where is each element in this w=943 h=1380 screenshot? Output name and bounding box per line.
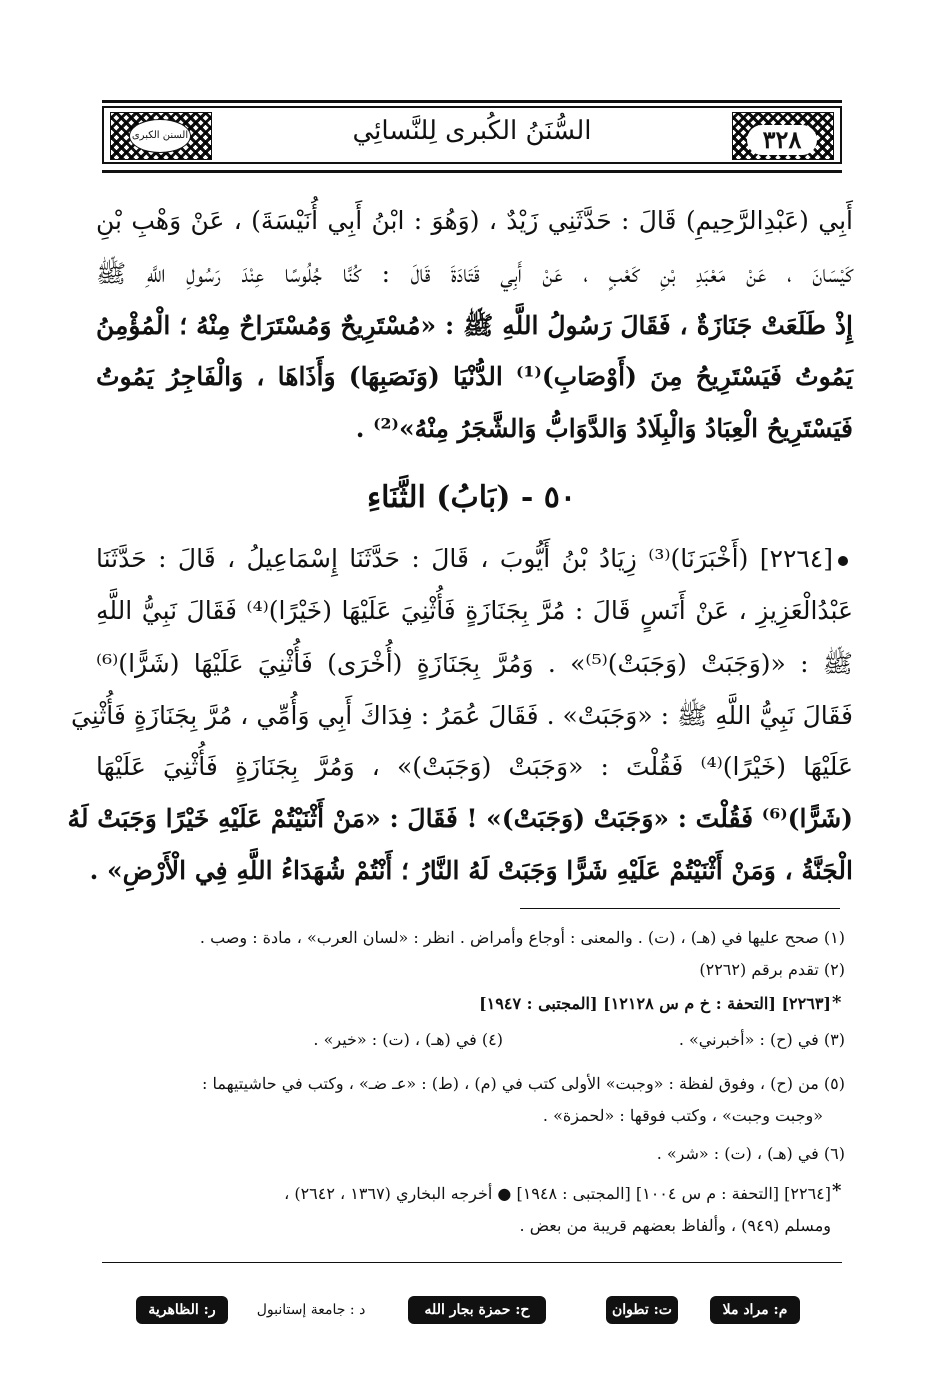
manuscript-tag: د : جامعة إستانبول	[256, 1302, 366, 1318]
footnote: ومسلم (٩٤٩) ، وألفاظ بعضهم قريبة من بعض .	[519, 1216, 831, 1235]
ornament-right	[732, 112, 834, 160]
asterisk-icon: *	[832, 992, 842, 1013]
text-line: كَيْسَانَ ، عَنْ مَعْبَدِ بْنِ كَعْبٍ ، عَنْ أَبِي قَتَادَةَ قَالَ : كُنَّا جُلُوسًا عِنْدَ رَسُولِ اللَّهِ ﷺ	[96, 259, 853, 288]
bullet-icon	[838, 556, 848, 566]
footnote: «وجبت وجبت» ، وكتب فوقها : «لحمزة» .	[542, 1106, 823, 1125]
manuscript-tag: ر: الظاهرية	[136, 1296, 228, 1324]
footnote: (٣) في (ح) : «أخبرني» .	[678, 1030, 845, 1049]
header-rule-bottom	[102, 170, 842, 173]
text-line: [٢٢٦٤] (أَخْبَرَنَا)⁽³⁾ زِيَادُ بْنُ أَيُّوبَ ، قَالَ : حَدَّثَنَا إِسْمَاعِيلُ ، قَالَ : حَدَّثَنَا	[96, 544, 833, 573]
text-line: الْجَنَّةُ ، وَمَنْ أَثْنَيْتُمْ عَلَيْهِ شَرًّا وَجَبَتْ لَهُ النَّارُ ؛ أَنْتُمْ شُهَدَاءُ اللَّهِ فِي الْأَرْضِ» .	[89, 856, 853, 885]
text-line: فَقَالَ نَبِيُّ اللَّهِ ﷺ : «وَجَبَتْ» . فَقَالَ عُمَرُ : فِدَاكَ أَبِي وَأُمِّي ، مُرَّ بِجَنَازَةٍ فَأُثْنِيَ	[70, 701, 853, 730]
running-title: السُّنَنُ الكُبرى لِلنَّسائِي	[352, 116, 592, 146]
text-line: عَلَيْهَا (خَيْرًا)⁽⁴⁾ فَقُلْتَ : «وَجَبَتْ (وَجَبَتْ)» ، وَمُرَّ بِجَنَازَةٍ فَأُثْنِيَ عَلَيْهَا	[96, 752, 853, 781]
footnote: (١) صحح عليها في (هـ) ، (ت) . والمعنى : أوجاع وأمراض . انظر : «لسان العرب» ، مادة : وصب .	[199, 928, 845, 947]
footnote: (٢) تقدم برقم (٢٢٦٢)	[699, 960, 845, 979]
footnote: (٥) من (ح) ، وفوق لفظة : «وجبت» الأولى كتب في (م) ، (ط) : «عـ ضـ» ، وكتب في حاشيتيهما :	[201, 1074, 845, 1093]
text-line: عَبْدُالْعَزِيزِ ، عَنْ أَنَسٍ قَالَ : مُرَّ بِجَنَازَةٍ فَأُثْنِيَ عَلَيْهَا (خَيْرًا)⁽⁴⁾ فَقَالَ نَبِيُّ اللَّهِ	[96, 596, 853, 625]
text-line: يَمُوتُ فَيَسْتَرِيحُ مِنَ (أَوْصَابِ)⁽¹⁾ الدُّنْيَا (وَنَصَبِهَا) وَأَذَاهَا ، وَالْفَاجِرُ يَمُوتُ	[96, 362, 853, 391]
text-line: ﷺ : «(وَجَبَتْ (وَجَبَتْ)⁽⁵⁾» . وَمُرَّ بِجَنَازَةٍ (أُخْرَى) فَأُثْنِيَ عَلَيْهَا (شَرًّا)⁽⁶⁾	[96, 649, 853, 678]
chapter-heading: ٥٠ - (بَابُ) الثَّنَاءِ	[367, 480, 576, 515]
text-line: أَبِي (عَبْدِالرَّحِيمِ) قَالَ : حَدَّثَنِي زَيْدٌ ، (وَهُوَ : ابْنُ أَبِي أُنَيْسَةَ) ، عَنْ وَهْبِ بْنِ	[96, 206, 853, 235]
ornament-left	[110, 112, 212, 160]
footnote: (٦) في (هـ) ، (ت) : «شر» .	[656, 1144, 845, 1163]
manuscript-tag: ح: حمزة بجار الله	[408, 1296, 546, 1324]
asterisk-icon: *	[832, 1180, 842, 1201]
footnote: [٢٢٦٤] [التحفة : م س ١٠٠٤] [المجتبى : ١٩٤٨] ● أخرجه البخاري (١٣٦٧ ، ٢٦٤٢) ،	[284, 1184, 831, 1203]
text-line: فَيَسْتَرِيحُ الْعِبَادُ وَالْبِلَادُ وَالدَّوَابُّ وَالشَّجَرُ مِنْهُ»⁽²⁾ .	[355, 414, 853, 443]
manuscript-tag: ت: تطوان	[606, 1296, 678, 1324]
page-number: ٣٢٨	[747, 125, 817, 155]
manuscript-tag: م: مراد ملا	[710, 1296, 800, 1324]
ornament-label: السنن الكبرى	[129, 119, 191, 153]
footnote: (٤) في (هـ) ، (ت) : «خير» .	[313, 1030, 503, 1049]
text-line: (شَرًّا)⁽⁶⁾ فَقُلْتَ : «وَجَبَتْ (وَجَبَتْ)» ! فَقَالَ : «مَنْ أَثْنَيْتُمْ عَلَيْهِ خَيْرًا وَجَبَتْ لَهُ	[67, 804, 853, 833]
bottom-rule	[102, 1262, 842, 1263]
footnote: [٢٢٦٣] [التحفة : خ م س ١٢١٢٨] [المجتبى : ١٩٤٧]	[479, 994, 831, 1013]
text-line: إِذْ طَلَعَتْ جَنَازَةٌ ، فَقَالَ رَسُولُ اللَّهِ ﷺ : «مُسْتَرِيحٌ وَمُسْتَرَاحٌ مِنْهُ ؛ الْمُؤْمِنُ	[96, 311, 853, 340]
footnote-rule	[520, 908, 840, 909]
page-header	[102, 106, 842, 164]
header-rule-top	[102, 100, 842, 103]
